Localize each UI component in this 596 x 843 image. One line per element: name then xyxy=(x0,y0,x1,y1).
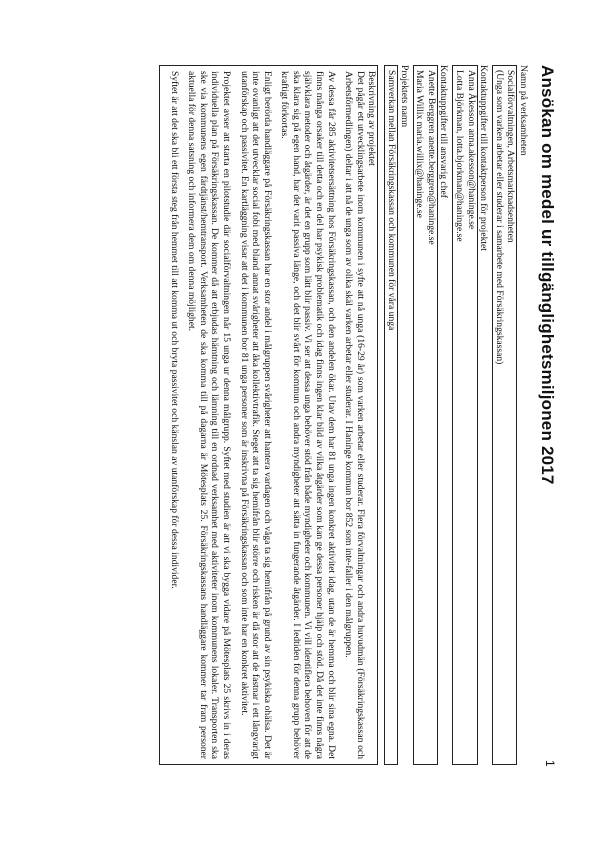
kontakt-chef-box xyxy=(413,65,438,765)
page-number: 1 xyxy=(543,760,557,767)
beskrivning-box xyxy=(159,65,379,765)
kontakt-projekt-line-1: Anna Åkesson anna.akesson@haninge.se xyxy=(465,70,477,230)
kontakt-projekt-line-2: Lotta Björkman, lotta.bjorkman@haninge.se xyxy=(454,70,466,242)
beskrivning-paragraph: Syftet är att det ska bli ett första steg från hemmet till att komma ut och bryta passivitet och känslan av utanförskap för dessa individer. xyxy=(168,71,180,589)
kontakt-chef-line-2: Maria Willix maria.willix@haninge.se xyxy=(414,70,426,218)
verksamhet-line-1: Socialförvaltningen, Arbetsmarknadsenheten xyxy=(505,70,517,243)
beskrivning-paragraph: Projektet avser att starta en pilotstudie där socialförvaltningen når 15 unga ur denna målgrupp. Syftet med studien är att vi ska bygga vidare på Mötesplats 25 skrivs in i deras individuella plan på Försäkringskassan. De kommer då att erbjudas hämtning och lämning till en ordnad verksamhet med aktiviteter inom kommunens lokaler. Transporten ska ske via kommunens egen färdtjänst/hemtransport. Verksamheten de ska komma till på dagarna är Mötesplats 25. Försäkringskassans handläggare kommer tar fram personer aktuella för denna satsning och informera dem om denna möjlighet. xyxy=(186,71,232,759)
verksamhet-line-2: (Unga som varken arbetar eller studerar i samarbete med Försäkringskassan) xyxy=(493,70,505,365)
application-form xyxy=(159,65,529,765)
verksamhet-box xyxy=(492,65,517,765)
beskrivning-paragraph: Det pågår ett utvecklingsarbete inom kommunen i syfte att nå unga (16-29 år) som varken arbetar eller studerar. Flera förvaltningar och andra huvudmän (Försäkringskassan och Arbetsförmedlingen) deltar i att nå de unga som av olika skäl varken arbetar eller studerar. I Haninge kommun bor 852 som inte-faller i den målgruppen. xyxy=(343,71,366,759)
projekt-box xyxy=(384,65,398,765)
beskrivning-paragraph: Enligt berörda handläggare på Försäkringskassan har en stor andel i målgruppen svårigheter att hantera vardagen och våga ta sig hemifrån på grund av sin psykiska ohälsa. Det är inte ovanligt att det utvecklar social fobi med bland annat svårigheter att åka kollektivtrafik. Steget att ta sig hemifrån blir större och risken är då stor att de fastnar i ett långvarigt utanförskap och passivitet. En kartläggning visar att det i kommunen bor 81 unga personer som är inskrivna på Försäkringskassan och som inte har en konkret aktivitet. xyxy=(238,71,273,759)
beskrivning-label: Beskrivning av projektet xyxy=(366,71,378,166)
rotated-document-page xyxy=(32,55,557,785)
kontakt-projekt-label: Kontaktuppgifter till kontaktperson för projektet xyxy=(478,65,490,251)
projekt-label: Projektets namn xyxy=(398,65,410,128)
kontakt-chef-label: Kontaktuppgifter till ansvarig chef xyxy=(438,65,450,198)
projekt-name: Samverkan mellan Försäkringskassan och kommunen för våra unga xyxy=(386,70,398,331)
kontakt-chef-line-1: Anette Berggren anette.berggren@haninge.se xyxy=(425,70,437,245)
verksamhet-label: Namn på verksamheten xyxy=(518,65,529,156)
beskrivning-paragraph: Av dessa får 285 aktivitetsersättning hos Försäkringskassan, och den andelen ökar. Utav dem har 81 unga ingen konkret aktivitet idag, utan de är hemma och blir sina egna. Det finns många orsaker till detta och en del har psykisk problematik och idag finns ingen klar bild av vilka åtgärder som kan ge dessa personer hjälp och stöd. Då det inte finns några självklara metoder och åtgärder, är det en grupp som lätt blir passiv. Vi ser att dessa unga behöver stöd från både myndigheter och kommunen. Vi vill identifiera behoven för att de ska klara sig på egen hand, har det varit passiva länge, och det blir svårt för kommun och andra myndigheter att sätta in fungerande åtgärder. I ledtiden för denna grupp behöver kraftigt förkortas. xyxy=(279,71,337,759)
kontakt-projekt-box xyxy=(452,65,477,765)
page-title: Ansökan om medel ur tillgänglighetsmiljonen 2017 xyxy=(538,65,557,485)
